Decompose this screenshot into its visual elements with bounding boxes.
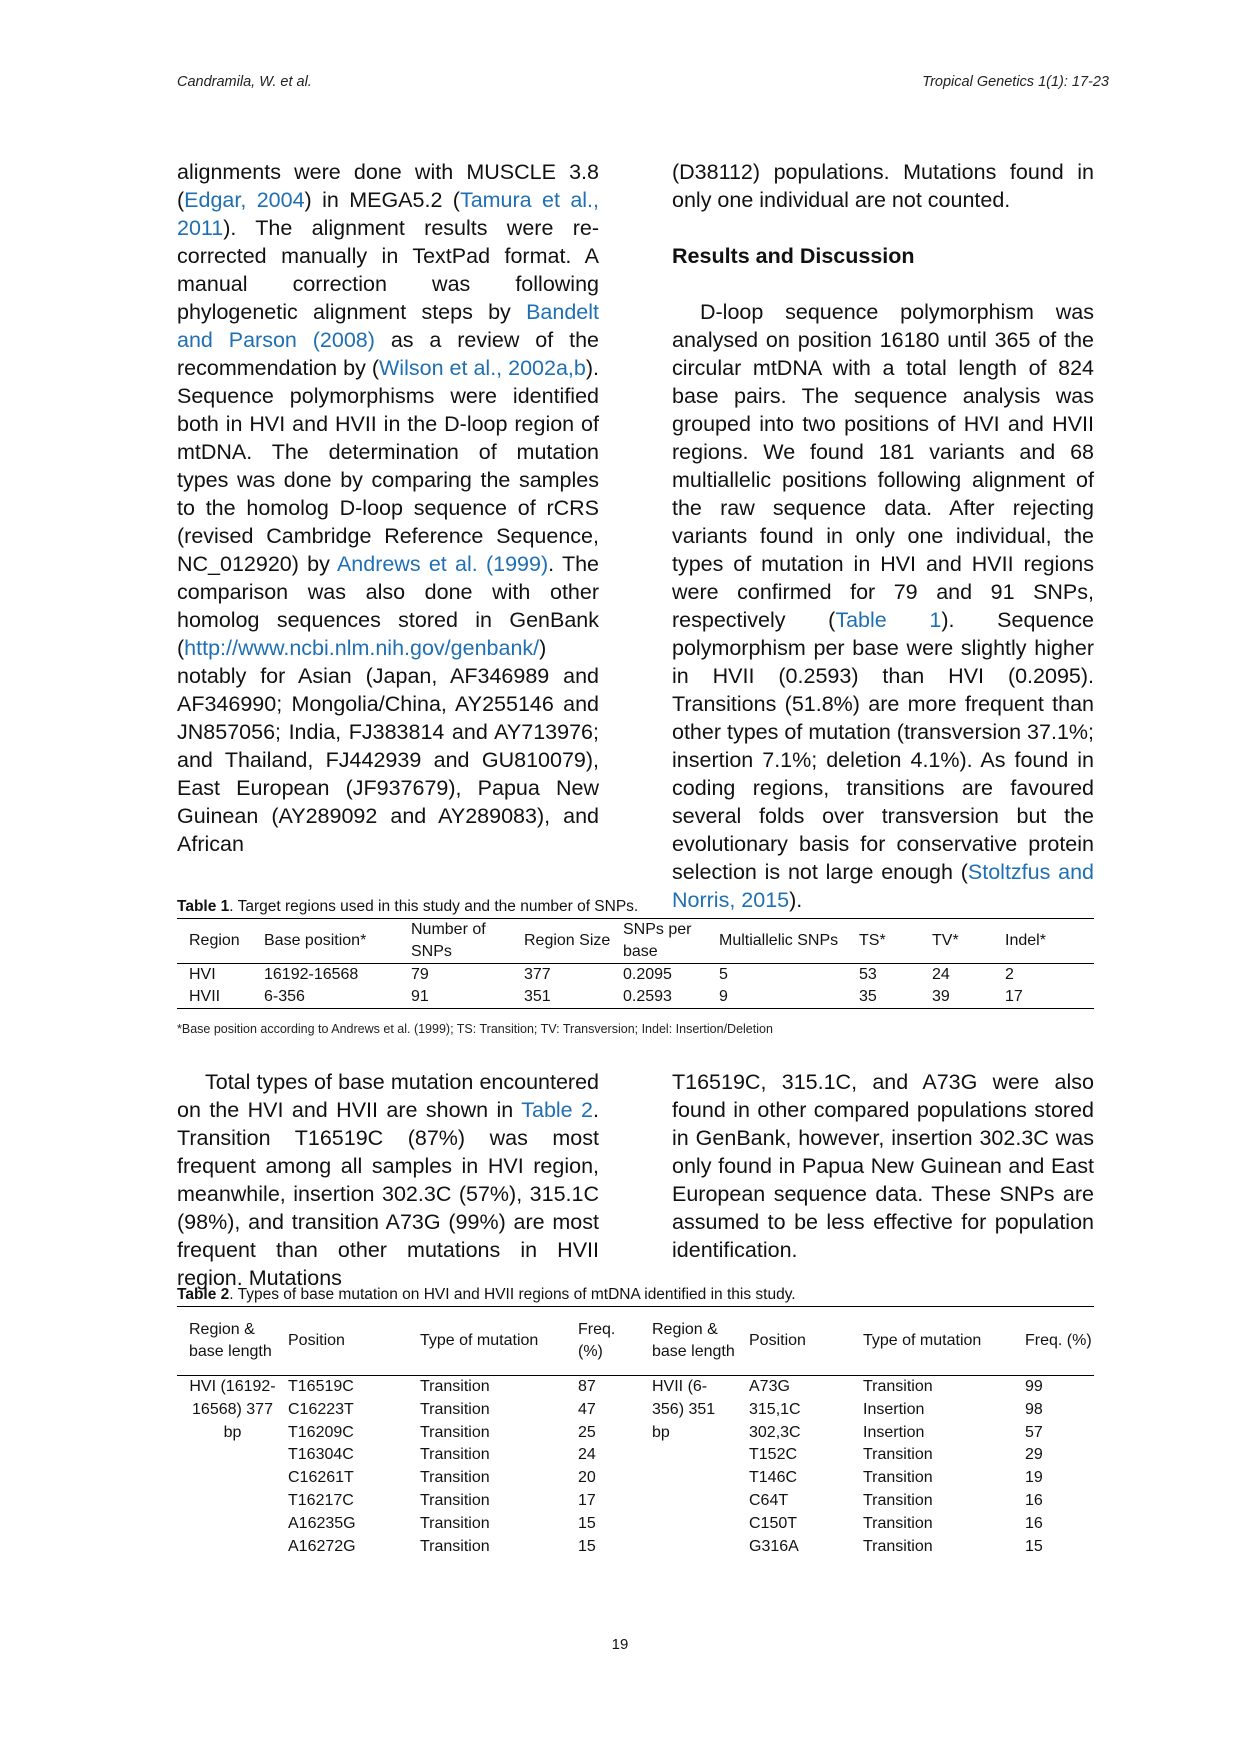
type-column — [408, 1376, 566, 1559]
table-cell: 99 — [1025, 1378, 1043, 1395]
table-cell: T16209C — [288, 1423, 354, 1441]
table-cell: 315,1C — [749, 1400, 801, 1418]
table-header-cell: TV* — [932, 932, 959, 949]
table-header-cell: Type of mutation — [420, 1332, 539, 1349]
table-cell: Transition — [420, 1514, 490, 1532]
table-header-cell: Position — [288, 1332, 345, 1349]
section-heading: Results and Discussion — [672, 244, 915, 268]
table-cell: Transition — [863, 1514, 933, 1532]
column-right — [672, 158, 1094, 914]
table-ref-link[interactable]: Table 1 — [835, 608, 942, 632]
table-cell: 2 — [1005, 966, 1014, 983]
table-cell: Transition — [863, 1491, 933, 1509]
table-cell: Insertion — [863, 1400, 925, 1418]
text-run: ) notably for Asian (Japan, AF346989 and AF346990; Mongolia/China, AY255146 and JN857056; India, FJ383814 and AY713976; and Thailand, FJ442939 and GU810079), East European (JF937679), Papua New Guinean (AY289092 and AY289083), and African — [177, 636, 599, 856]
column-left-lower — [177, 1068, 599, 1292]
text-run: ). Sequence polymorphism per base were slightly higher in HVII (0.2593) than HVI (0.2095). Transitions (51.8%) are more frequent than other types of mutation (transversion 37.1%; insertion 7.1%; deletion 4.1%). As found in coding regions, transitions are favoured several folds over transversion but the evolutionary basis for conservative protein selection is not large enough ( — [672, 608, 1094, 884]
table1-footnote: *Base position according to Andrews et al. (1999); TS: Transition; TV: Transversion; Indel: Insertion/Deletion — [177, 1022, 773, 1036]
table-cell: 91 — [411, 988, 429, 1005]
column-right-lower — [672, 1068, 1094, 1264]
table-header-cell: SNPs per base — [623, 921, 692, 960]
table-cell: T152C — [749, 1446, 798, 1464]
table1-caption — [177, 898, 638, 916]
running-header-journal: Tropical Genetics 1(1): 17-23 — [922, 74, 1109, 90]
table-cell: 0.2095 — [623, 966, 672, 983]
citation-link[interactable]: Wilson et al., 2002a,b — [379, 356, 586, 380]
table-cell: 39 — [932, 988, 950, 1005]
genbank-url-link[interactable]: http://www.ncbi.nlm.nih.gov/genbank/ — [184, 636, 540, 660]
table-row — [177, 1376, 1094, 1559]
table-cell: C16261T — [288, 1469, 354, 1487]
text-run: as a review of the recommendation by ( — [177, 328, 600, 380]
text-run: D-loop sequence polymorphism was analysed on position 16180 until 365 of the circular mtDNA with a total length of 824 base pairs. The sequence analysis was grouped into two positions of HVI and HVII regions. We found 181 variants and 68 multiallelic positions following alignment of the raw sequence data. After rejecting variants found in only one individual, the types of mutation in HVI and HVII regions were confirmed for 79 and 91 SNPs, respectively ( — [672, 300, 1094, 632]
citation-link[interactable]: Stoltzfus and Norris, 2015 — [672, 860, 1094, 912]
caption-label: Table 1 — [177, 898, 230, 915]
table-cell: T16217C — [288, 1491, 354, 1509]
caption-text: . Target regions used in this study and the number of SNPs. — [229, 898, 639, 915]
paragraph-populations: (D38112) populations. Mutations found in only one individual are not counted. — [672, 160, 1094, 212]
table-cell: 53 — [859, 966, 877, 983]
table-cell: 98 — [1025, 1400, 1043, 1418]
table-cell: 47 — [578, 1400, 596, 1418]
freq-column — [566, 1376, 640, 1559]
table-cell: 15 — [578, 1514, 596, 1532]
text-run: ) in MEGA5.2 ( — [304, 188, 460, 212]
table-cell: Transition — [420, 1537, 490, 1555]
text-run: . Transition T16519C (87%) was most frequent among all samples in HVI region, meanwhile, insertion 302.3C (57%), 315.1C (98%), and transition A73G (99%) are most frequent than other mutations in HVII region. Mutations — [177, 1098, 599, 1290]
table-cell: 17 — [578, 1491, 596, 1509]
table-header-cell: Region & base length — [652, 1321, 735, 1360]
table2 — [177, 1306, 1094, 1558]
table-cell: 15 — [578, 1537, 596, 1555]
table-cell: Transition — [420, 1400, 490, 1418]
citation-link[interactable]: Edgar, 2004 — [184, 188, 305, 212]
page-number: 19 — [611, 1636, 629, 1653]
text-run: . The comparison was also done with other homolog sequences stored in GenBank ( — [177, 552, 600, 660]
table-cell: 17 — [1005, 988, 1023, 1005]
paragraph-results — [672, 298, 1094, 914]
table-cell: 377 — [524, 966, 551, 983]
table-header-row — [177, 1307, 1094, 1376]
table-cell: 6-356 — [264, 988, 305, 1005]
table-header-cell: Region & base length — [189, 1321, 272, 1360]
table-cell: 15 — [1025, 1537, 1043, 1555]
table-header-cell: Freq. (%) — [1025, 1332, 1092, 1349]
table-cell: Transition — [420, 1423, 490, 1441]
table-cell: A16272G — [288, 1537, 356, 1555]
table-cell: 16 — [1025, 1514, 1043, 1532]
table-cell: C16223T — [288, 1400, 354, 1418]
table-row — [177, 986, 1094, 1009]
table-header-row — [177, 919, 1094, 964]
table-cell: 0.2593 — [623, 988, 672, 1005]
table-cell: A73G — [749, 1378, 790, 1395]
table-cell: Transition — [420, 1378, 490, 1395]
table2-caption — [177, 1286, 796, 1304]
table-cell: 20 — [578, 1469, 596, 1487]
table-header-cell: Region Size — [524, 932, 611, 949]
table-cell: Insertion — [863, 1423, 925, 1441]
table-row — [177, 964, 1094, 987]
position-column — [737, 1376, 851, 1559]
text-run: alignments were done with MUSCLE 3.8 ( — [177, 160, 599, 212]
table-cell: C150T — [749, 1514, 798, 1532]
table-cell: T16304C — [288, 1446, 354, 1464]
text-run: ). — [789, 888, 803, 912]
citation-link[interactable]: Bandelt and Parson (2008) — [177, 300, 599, 352]
table-ref-link[interactable]: Table 2 — [521, 1098, 594, 1122]
table-header-cell: Multiallelic SNPs — [719, 932, 839, 949]
table-cell: Transition — [863, 1446, 933, 1464]
table-cell: Transition — [863, 1378, 933, 1395]
table-cell: 35 — [859, 988, 877, 1005]
type-column — [851, 1376, 1013, 1559]
region-cell-hvi: HVI (16192-16568) 377 bp — [189, 1378, 276, 1441]
text-run: Total types of base mutation encountered on the HVI and HVII are shown in — [177, 1070, 599, 1122]
table-cell: Transition — [420, 1469, 490, 1487]
citation-link[interactable]: Tamura et al., 2011 — [177, 188, 599, 240]
table-cell: A16235G — [288, 1514, 356, 1532]
table-header-cell: Number of SNPs — [411, 921, 486, 960]
table-header-cell: Base position* — [264, 932, 367, 949]
table-cell: T146C — [749, 1469, 798, 1487]
table-cell: 57 — [1025, 1423, 1043, 1441]
table1 — [177, 918, 1094, 1009]
table-cell: 16192-16568 — [264, 966, 359, 983]
table-cell: 302,3C — [749, 1423, 801, 1441]
table-cell: 29 — [1025, 1446, 1043, 1464]
text-run: ). Sequence polymorphisms were identified both in HVI and HVII in the D-loop region of mtDNA. The determination of mutation types was done by comparing the samples to the homolog D-loop sequence of rCRS (revised Cambridge Reference Sequence, NC_012920) by — [177, 356, 599, 576]
caption-label: Table 2 — [177, 1286, 230, 1303]
table-cell: 9 — [719, 988, 728, 1005]
text-run: ). The alignment results were re-corrected manually in TextPad format. A manual correction was following phylogenetic alignment steps by — [177, 216, 599, 324]
table-cell: Transition — [420, 1446, 490, 1464]
table-cell: 5 — [719, 966, 728, 983]
freq-column — [1013, 1376, 1094, 1559]
table-cell: 19 — [1025, 1469, 1043, 1487]
table-cell: 25 — [578, 1423, 596, 1441]
table-cell: 16 — [1025, 1491, 1043, 1509]
column-left — [177, 158, 599, 858]
paragraph-genbank-comparison: T16519C, 315.1C, and A73G were also found in other compared populations stored in GenBank, however, insertion 302.3C was only found in Papua New Guinean and East European sequence data. These SNPs are assumed to be less effective for population identification. — [672, 1070, 1094, 1262]
paragraph-methods — [177, 158, 599, 858]
table-cell: Transition — [420, 1491, 490, 1509]
table-cell: 79 — [411, 966, 429, 983]
table-cell: 24 — [932, 966, 950, 983]
table-cell: 87 — [578, 1378, 596, 1395]
table-header-cell: TS* — [859, 932, 886, 949]
table-cell: 24 — [578, 1446, 596, 1464]
caption-text: . Types of base mutation on HVI and HVII regions of mtDNA identified in this study. — [229, 1286, 796, 1303]
paragraph-mutation-types — [177, 1068, 599, 1292]
table-cell: HVII — [189, 988, 221, 1005]
table-header-cell: Region — [189, 932, 240, 949]
table-cell: Transition — [863, 1537, 933, 1555]
table-cell: 351 — [524, 988, 551, 1005]
table-header-cell: Indel* — [1005, 932, 1046, 949]
table-header-cell: Position — [749, 1332, 806, 1349]
table-cell: T16519C — [288, 1378, 354, 1395]
table-header-cell: Type of mutation — [863, 1332, 982, 1349]
table-cell: HVI — [189, 966, 216, 983]
citation-link[interactable]: Andrews et al. (1999) — [336, 552, 549, 576]
table-cell: Transition — [863, 1469, 933, 1487]
region-cell-hvii: HVII (6-356) 351 bp — [652, 1378, 716, 1441]
table-cell: G316A — [749, 1537, 799, 1555]
table-cell: C64T — [749, 1491, 789, 1509]
running-header-authors: Candramila, W. et al. — [177, 74, 312, 90]
position-column — [276, 1376, 408, 1559]
table-header-cell: Freq. (%) — [578, 1321, 616, 1360]
